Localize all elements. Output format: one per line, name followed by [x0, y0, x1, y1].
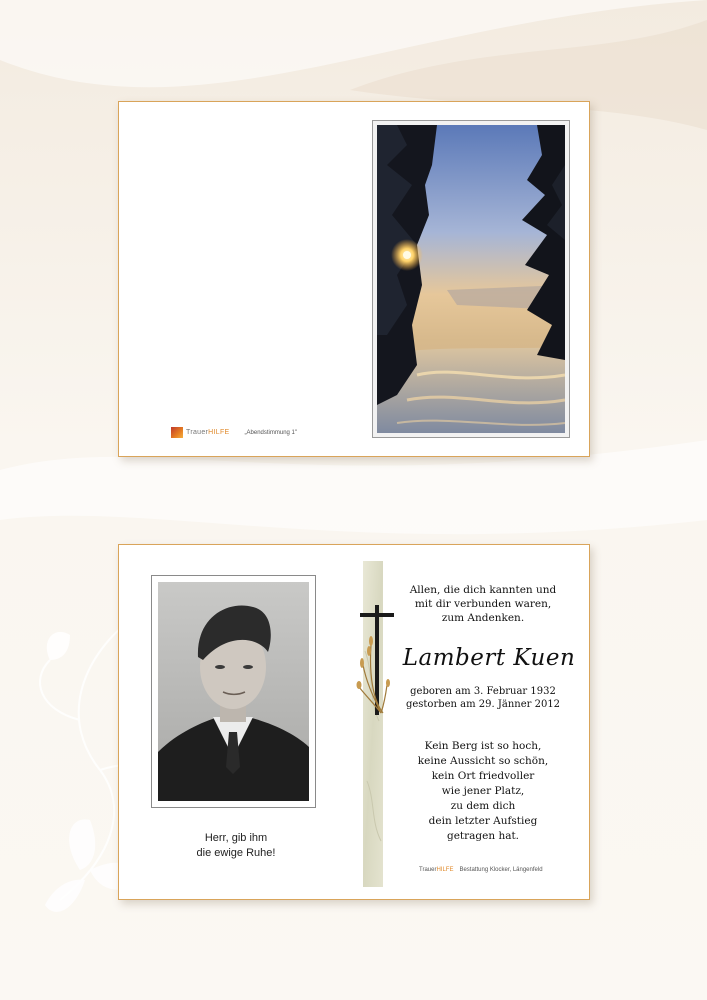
memorial-poem — [403, 739, 563, 844]
landscape-frame — [372, 120, 570, 438]
deceased-name: Lambert Kuen — [402, 645, 576, 671]
photo-caption — [176, 831, 296, 861]
poem-line: zu dem dich — [450, 800, 516, 812]
footer-brand-accent: HILFE — [436, 867, 454, 873]
sunset-landscape-image — [377, 125, 565, 433]
life-dates — [403, 685, 563, 711]
poem-line: Kein Berg ist so hoch, — [424, 740, 542, 752]
portrait-photo — [158, 582, 309, 801]
birth-date: geboren am 3. Februar 1932 — [410, 686, 556, 697]
undertaker-name: Bestattung Klocker, Längenfeld — [459, 867, 543, 873]
card-front — [118, 101, 590, 457]
brand-footer-front — [171, 427, 297, 438]
photo-caption-line2: die ewige Ruhe! — [196, 847, 276, 859]
poem-line: dein letzter Aufstieg — [428, 815, 538, 827]
design-name: „Abendstimmung 1" — [244, 429, 298, 436]
card-inside — [118, 544, 590, 900]
death-date: gestorben am 29. Jänner 2012 — [405, 699, 561, 710]
photo-caption-line1: Herr, gib ihm — [204, 832, 268, 844]
verse-line3: zum Andenken. — [441, 612, 525, 624]
brand-name — [186, 429, 230, 436]
verse-line2: mit dir verbunden waren, — [414, 598, 552, 610]
dedication-verse — [403, 583, 563, 625]
poem-line: getragen hat. — [446, 830, 520, 842]
footer-brand-plain: Trauer — [419, 867, 437, 873]
brand-footer-inside — [419, 867, 579, 873]
brand-name-plain: Trauer — [186, 429, 209, 436]
poem-line: keine Aussicht so schön, — [417, 755, 549, 767]
poem-line: wie jener Platz, — [441, 785, 525, 797]
poem-line: kein Ort friedvoller — [431, 770, 535, 782]
portrait-frame — [151, 575, 316, 808]
brand-name-accent: HILFE — [208, 429, 230, 436]
verse-line1: Allen, die dich kannten und — [409, 584, 557, 596]
brand-logo-icon — [171, 427, 183, 438]
